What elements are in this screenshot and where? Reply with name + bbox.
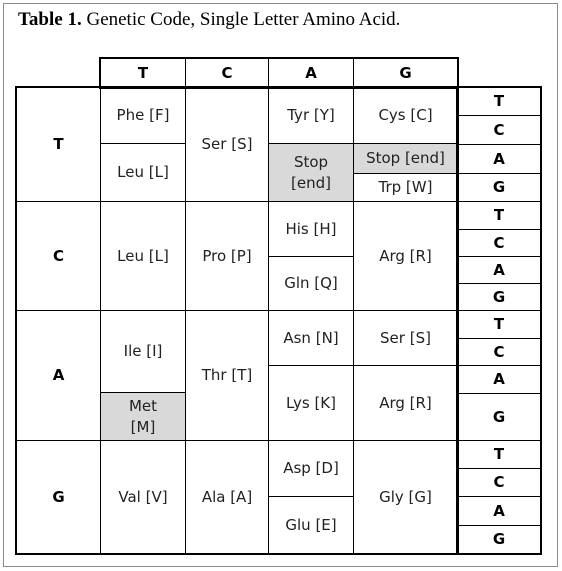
caption-text: Genetic Code, Single Letter Amino Acid. xyxy=(86,9,401,30)
cell-met xyxy=(100,392,186,441)
cell-thr: Thr [T] xyxy=(185,310,269,441)
cell-his: His [H] xyxy=(268,201,354,257)
cell-ser-ag: Ser [S] xyxy=(353,310,458,366)
cell-arg-ag: Arg [R] xyxy=(353,365,458,441)
third-t-4: T xyxy=(457,440,541,469)
third-a-4: A xyxy=(457,496,541,526)
third-t-3: T xyxy=(457,310,541,339)
cell-gly: Gly [G] xyxy=(353,440,458,554)
cell-ala: Ala [A] xyxy=(185,440,269,554)
col-header-t: T xyxy=(100,58,186,88)
third-a-2: A xyxy=(457,256,541,284)
third-g-4: G xyxy=(457,525,541,554)
third-c-3: C xyxy=(457,338,541,366)
row-header-a: A xyxy=(16,310,101,441)
cell-glu: Glu [E] xyxy=(268,496,354,554)
cell-stop-tg: Stop [end] xyxy=(353,143,458,174)
col-header-a: A xyxy=(268,58,354,88)
caption-label: Table 1. xyxy=(18,9,82,30)
third-a-3: A xyxy=(457,365,541,394)
row-header-t: T xyxy=(16,87,101,202)
row-header-c: C xyxy=(16,201,101,311)
cell-stop-ta xyxy=(268,143,354,202)
third-g-3: G xyxy=(457,393,541,441)
third-g-2: G xyxy=(457,283,541,311)
cell-met-code: [M] xyxy=(130,417,156,436)
third-c-2: C xyxy=(457,229,541,257)
col-header-g: G xyxy=(353,58,458,88)
cell-leu-tt: Leu [L] xyxy=(100,143,186,202)
cell-stop-ta-word: Stop xyxy=(293,153,329,172)
cell-phe: Phe [F] xyxy=(100,87,186,144)
third-c-1: C xyxy=(457,115,541,145)
cell-asn: Asn [N] xyxy=(268,310,354,366)
cell-asp: Asp [D] xyxy=(268,440,354,497)
cell-arg-cg: Arg [R] xyxy=(353,201,458,311)
cell-lys: Lys [K] xyxy=(268,365,354,441)
cell-pro: Pro [P] xyxy=(185,201,269,311)
cell-cys: Cys [C] xyxy=(353,87,458,144)
table-caption xyxy=(18,9,400,31)
third-t-1: T xyxy=(457,87,541,116)
third-t-2: T xyxy=(457,201,541,230)
third-g-1: G xyxy=(457,173,541,202)
cell-val: Val [V] xyxy=(100,440,186,554)
cell-trp: Trp [W] xyxy=(353,173,458,202)
col-header-c: C xyxy=(185,58,269,88)
cell-gln: Gln [Q] xyxy=(268,256,354,311)
third-a-1: A xyxy=(457,144,541,174)
cell-met-name: Met xyxy=(128,397,158,416)
cell-ser-tc: Ser [S] xyxy=(185,87,269,202)
row-header-g: G xyxy=(16,440,101,554)
cell-leu-ct: Leu [L] xyxy=(100,201,186,311)
cell-stop-ta-code: [end] xyxy=(291,173,331,192)
cell-ile: Ile [I] xyxy=(100,310,186,393)
cell-tyr: Tyr [Y] xyxy=(268,87,354,144)
third-c-4: C xyxy=(457,468,541,497)
